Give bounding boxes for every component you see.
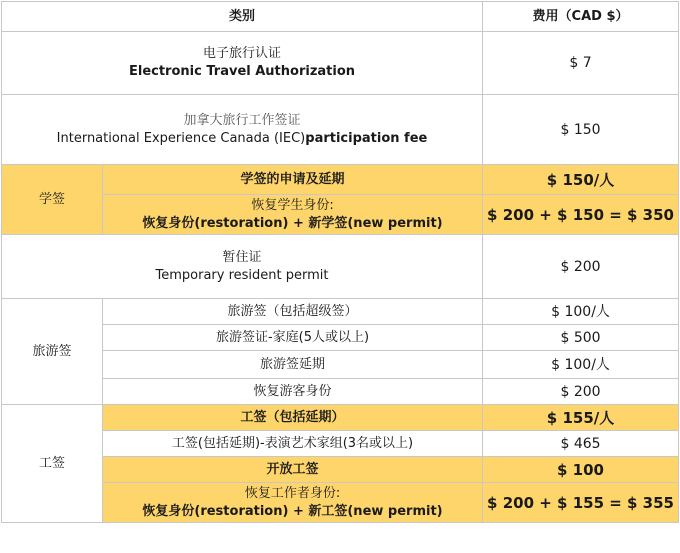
visitor-row4-fee: $ 200 xyxy=(483,379,679,405)
work-row-3 xyxy=(2,457,679,483)
visitor-category: 旅游签 xyxy=(2,299,103,405)
fee-table xyxy=(1,1,679,523)
study-category: 学签 xyxy=(2,165,103,235)
visitor-row-2 xyxy=(2,325,679,351)
eta-row xyxy=(2,32,679,95)
study-row2-label1: 恢复学生身份: xyxy=(251,197,334,213)
trp-en: Temporary resident permit xyxy=(155,267,329,283)
study-row2-label xyxy=(103,195,483,235)
work-row3-fee: $ 100 xyxy=(483,457,679,483)
iec-cn: 加拿大旅行工作签证 xyxy=(183,112,301,128)
study-row2-label2: 恢复身份(restoration) + 新学签(new permit) xyxy=(142,215,443,231)
iec-en-normal: International Experience Canada (IEC) xyxy=(56,130,306,146)
work-row3-label: 开放工签 xyxy=(103,457,483,483)
visitor-row1-fee: $ 100/人 xyxy=(483,299,679,325)
trp-row xyxy=(2,235,679,299)
work-row-2 xyxy=(2,431,679,457)
study-row2-fee: $ 200 + $ 150 = $ 350 xyxy=(483,195,679,235)
work-row2-fee: $ 465 xyxy=(483,431,679,457)
header-category: 类别 xyxy=(2,2,483,32)
study-row-2 xyxy=(2,195,679,235)
trp-fee: $ 200 xyxy=(483,235,679,299)
trp-label xyxy=(2,235,483,299)
iec-fee: $ 150 xyxy=(483,95,679,165)
study-row1-label: 学签的申请及延期 xyxy=(103,165,483,195)
iec-en-bold: participation fee xyxy=(305,130,428,146)
visitor-row2-fee: $ 500 xyxy=(483,325,679,351)
header-row xyxy=(2,2,679,32)
study-row1-fee: $ 150/人 xyxy=(483,165,679,195)
study-row-1 xyxy=(2,165,679,195)
visitor-row-4 xyxy=(2,379,679,405)
visitor-row2-label: 旅游签证-家庭(5人或以上) xyxy=(103,325,483,351)
work-row4-label1: 恢复工作者身份: xyxy=(244,485,341,501)
visitor-row1-label: 旅游签（包括超级签） xyxy=(103,299,483,325)
eta-cn: 电子旅行认证 xyxy=(203,46,282,61)
header-fee: 费用（CAD $） xyxy=(483,2,679,32)
work-row1-label: 工签（包括延期） xyxy=(103,405,483,431)
visitor-row-1 xyxy=(2,299,679,325)
iec-label xyxy=(2,95,483,165)
visitor-row3-fee: $ 100/人 xyxy=(483,351,679,379)
eta-label xyxy=(2,32,483,95)
trp-cn: 暂住证 xyxy=(222,249,262,265)
visitor-row-3 xyxy=(2,351,679,379)
work-row4-label xyxy=(103,483,483,523)
visitor-row3-label: 旅游签延期 xyxy=(103,351,483,379)
work-row4-label2: 恢复身份(restoration) + 新工签(new permit) xyxy=(142,503,443,519)
work-row-1 xyxy=(2,405,679,431)
eta-en: Electronic Travel Authorization xyxy=(128,64,356,79)
work-row4-fee: $ 200 + $ 155 = $ 355 xyxy=(483,483,679,523)
visitor-row4-label: 恢复游客身份 xyxy=(103,379,483,405)
work-row2-label: 工签(包括延期)-表演艺术家组(3名或以上) xyxy=(103,431,483,457)
work-category: 工签 xyxy=(2,405,103,523)
iec-row xyxy=(2,95,679,165)
work-row-4 xyxy=(2,483,679,523)
work-row1-fee: $ 155/人 xyxy=(483,405,679,431)
eta-fee: $ 7 xyxy=(483,32,679,95)
